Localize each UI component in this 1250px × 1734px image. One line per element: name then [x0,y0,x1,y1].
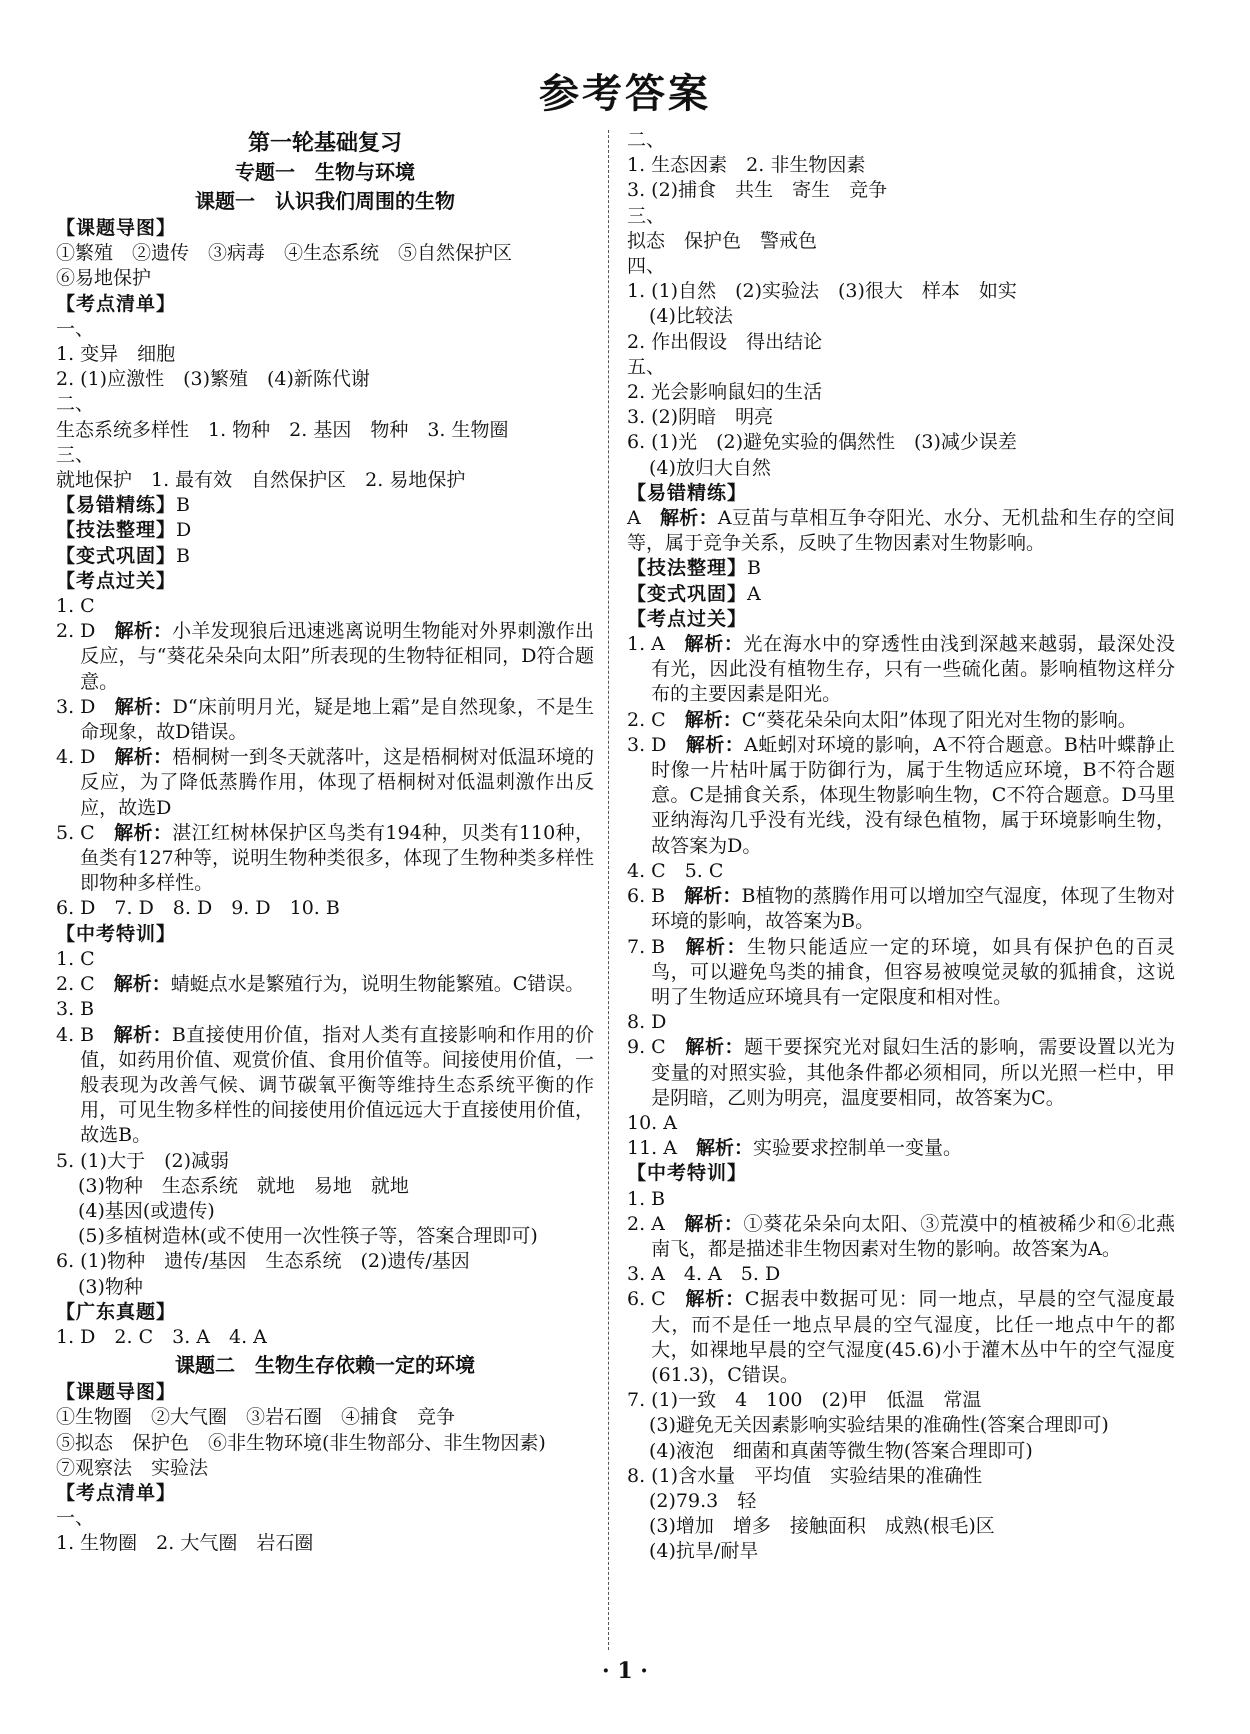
answer-body [80,745,594,821]
answer-line: 1. D 2. C 3. A 4. A [56,1325,267,1348]
answer-number: 4. [56,1023,81,1046]
answer-body [80,619,594,695]
analysis-label: 解析： [684,935,747,958]
section-tag: 【变式巩固】 [627,582,748,605]
answer-line: 1. B [627,1187,666,1210]
analysis-label: 解析： [114,695,173,718]
answer-choice: D [80,620,96,643]
answer-number: 11. [627,1137,664,1160]
answer-item [627,1136,1175,1161]
answer-line: 2. (1)应激性 (3)繁殖 (4)新陈代谢 [56,368,370,391]
answer-line: 就地保护 1. 最有效 自然保护区 2. 易地保护 [56,469,466,492]
answer-choice: A [651,1212,665,1235]
answer-item [627,632,1175,708]
section-tag: 【考点过关】 [627,607,748,630]
page-title: 参考答案 [539,70,711,117]
answer-line: 1. 生态因素 2. 非生物因素 [627,154,866,177]
answer-choice: B [80,1023,95,1046]
answer-body [651,1035,1175,1111]
answer-item [56,619,594,695]
answer-value: B [747,557,761,580]
answer-number: 7. [627,935,652,958]
answer-line: 8. (1)含水量 平均值 实验结果的准确性 [627,1464,983,1487]
answer-line: (4)液泡 细菌和真菌等微生物(答案合理即可) [649,1439,1033,1462]
analysis-label: 解析： [684,708,742,731]
answer-choice: C [80,973,95,996]
answer-line: 三、 [627,204,666,227]
answer-number: 2. [56,620,81,643]
answer-line: ⑤拟态 保护色 ⑥非生物环境(非生物部分、非生物因素) [56,1431,546,1454]
answer-line: (3)物种 [78,1275,143,1298]
analysis-label: 解析： [696,1137,754,1160]
page-number: · 1 · [602,1658,648,1684]
answer-number: 2. [627,708,652,731]
answer-line: 3. (2)阴暗 明亮 [627,406,774,429]
analysis-text: A蚯蚓对环境的影响，A不符合题意。B枯叶蝶静止时像一片枯叶属于防御行为，属于生物适应环境，B不符合题意。C是捕食关系，体现生物影响生物，C不符合题意。D马里亚纳海沟几乎没有光线，没有绿色植物，属于环境影响生物，故答案为D。 [651,733,1175,857]
answer-line: 拟态 保护色 警戒色 [627,229,818,252]
answer-body [651,1212,1175,1262]
answer-choice: D [80,746,96,769]
section-tag: 【广东真题】 [56,1300,177,1323]
answer-item [627,1212,1175,1262]
answer-number: 3. [627,733,652,756]
lesson-heading: 课题二 生物生存依赖一定的环境 [175,1353,475,1378]
section-tag: 【中考特训】 [627,1162,748,1185]
analysis-text: B植物的蒸腾作用可以增加空气湿度，体现了生物对环境的影响，故答案为B。 [651,885,1175,933]
tagged-answer [56,493,594,518]
analysis-label: 解析： [683,633,744,656]
answer-line: (5)多植树造林(或不使用一次性筷子等，答案合理即可) [78,1225,538,1248]
answer-item [56,821,594,897]
answer-line: 5. (1)大于 (2)减弱 [56,1149,229,1172]
answer-line: (2)79.3 轻 [649,1489,757,1512]
answer-number: 2. [627,1212,652,1235]
section-tag: 【课题导图】 [56,1381,177,1404]
answer-line: 一、 [56,1507,95,1530]
answer-item [627,733,1175,859]
analysis-label: 解析： [114,746,173,769]
answer-number: 9. [627,1036,652,1059]
answer-line: (3)避免无关因素影响实验结果的准确性(答案合理即可) [649,1414,1109,1437]
section-tag: 【课题导图】 [56,217,177,239]
right-answer-list [627,128,1175,1565]
answer-item [56,745,594,821]
answer-choice: A [651,633,665,656]
answer-line: 4. C 5. C [627,859,724,882]
answer-number: 2. [56,973,81,996]
answer-value: B [176,544,190,567]
answer-body [651,733,1175,859]
answer-value: B [176,494,190,517]
answer-body [80,1023,594,1149]
analysis-text: 光在海水中的穿透性由浅到深越来越弱，最深处没有光，因此没有植物生存，只有一些硫化菌。影响植物这样分布的主要因素是阳光。 [651,633,1175,706]
section-tag: 【考点清单】 [56,1481,177,1504]
answer-line: ⑦观察法 实验法 [56,1456,209,1479]
answer-body [651,935,1175,1011]
answer-number: 6. [627,1288,652,1311]
tagged-answer [627,556,1175,581]
answer-item [627,708,1175,733]
answer-line: 7. (1)一致 4 100 (2)甲 低温 常温 [627,1389,982,1412]
answer-item [627,884,1175,934]
answer-body [80,821,594,897]
answer-line: (4)基因(或遗传) [78,1199,215,1222]
tagged-answer [56,518,594,543]
answer-line: 1. (1)自然 (2)实验法 (3)很大 样本 如实 [627,280,1017,303]
analysis-text: C“葵花朵朵向太阳”体现了阳光对生物的影响。 [741,708,1137,731]
answer-body [651,708,1175,733]
answer-choice: B [651,885,666,908]
analysis-text: 蜻蜓点水是繁殖行为，说明生物能繁殖。C错误。 [170,973,585,996]
answer-line: 3. (2)捕食 共生 寄生 竞争 [627,179,888,202]
answer-body [651,884,1175,934]
tagged-answer [56,544,594,569]
analysis-text: 生物只能适应一定的环境，如具有保护色的百灵鸟，可以避免鸟类的捕食，但容易被嗅觉灵敏的狐捕食，这说明了生物适应环境具有一定限度和相对性。 [651,935,1175,1008]
analysis-label: 解析： [684,885,742,908]
answer-line: ①繁殖 ②遗传 ③病毒 ④生态系统 ⑤自然保护区 [56,242,513,265]
answer-item [56,972,594,997]
answer-line: 3. A 4. A 5. D [627,1263,781,1286]
answer-choice: A [627,507,641,530]
answer-choice: C [651,1288,666,1311]
answer-line: 6. D 7. D 8. D 9. D 10. B [56,897,340,920]
section-tag: 【技法整理】 [627,557,748,580]
answer-line: 二、 [56,393,95,416]
column-divider [608,130,609,1650]
answer-number: 1. [627,633,652,656]
analysis-text: A豆苗与草相互争夺阳光、水分、无机盐和生存的空间等，属于竞争关系，反映了生物因素对生物影响。 [627,507,1175,555]
section-tag: 【易错精练】 [627,481,748,504]
answer-choice: D [80,695,96,718]
answer-number: 3. [56,695,81,718]
analysis-label: 解析： [659,507,718,530]
answer-body [651,632,1175,708]
answer-line: (3)增加 增多 接触面积 成熟(根毛)区 [649,1515,995,1538]
answer-line: 四、 [627,255,666,278]
answer-body [627,506,1175,556]
answer-choice: C [651,708,666,731]
analysis-text: D“床前明月光，疑是地上霜”是自然现象，不是生命现象，故D错误。 [80,695,594,744]
analysis-text: ①葵花朵朵向太阳、③荒漠中的植被稀少和⑥北燕南飞，都是描述非生物因素对生物的影响。故答案为A。 [651,1212,1175,1260]
answer-item [627,1035,1175,1111]
left-answer-list [56,216,594,1557]
answer-line: 2. 光会影响鼠妇的生活 [627,381,823,404]
topic-heading: 专题一 生物与环境 [235,160,415,184]
answer-line: (4)比较法 [649,305,733,328]
answer-body [651,1287,1175,1388]
answer-body [80,972,594,997]
answer-value: A [747,582,761,605]
answer-line: 1. C [56,947,95,970]
analysis-text: C据表中数据可见：同一地点，早晨的空气湿度最大，而不是任一地点早晨的空气湿度，比任一地点中午的都大，如裸地早晨的空气湿度(45.6)小于灌木丛中午的空气湿度(61.3)，C错误。 [651,1288,1175,1386]
tagged-answer [627,582,1175,607]
analysis-text: 湛江红树林保护区鸟类有194种，贝类有110种，鱼类有127种等，说明生物种类很多，体现了生物种类多样性即物种多样性。 [80,821,594,895]
answer-line: 6. (1)光 (2)避免实验的偶然性 (3)减少误差 [627,431,1017,454]
analysis-label: 解析： [684,1036,745,1059]
answer-item [627,506,1175,556]
answer-line: 1. 生物圈 2. 大气圈 岩石圈 [56,1532,314,1555]
answer-line: (3)物种 生态系统 就地 易地 就地 [78,1174,409,1197]
answer-item [56,1023,594,1149]
answer-line: 3. B [56,998,95,1021]
analysis-text: 梧桐树一到冬天就落叶，这是梧桐树对低温环境的反应，为了降低蒸腾作用，体现了梧桐树对低温刺激作出反应，故选D [80,746,594,819]
answer-line: 1. C [56,595,95,618]
section-tag: 【易错精练】 [56,494,177,517]
analysis-text: 实验要求控制单一变量。 [753,1137,963,1160]
analysis-label: 解析： [683,1212,744,1235]
answer-choice: C [651,1036,666,1059]
analysis-label: 解析： [685,733,745,756]
section-tag: 【技法整理】 [56,519,177,542]
answer-choice: A [663,1137,677,1160]
answer-item [627,1287,1175,1388]
answer-choice: B [651,935,666,958]
analysis-label: 解析： [113,973,171,996]
answer-line: 8. D [627,1011,667,1034]
answer-line: ①生物圈 ②大气圈 ③岩石圈 ④捕食 竞争 [56,1406,456,1429]
analysis-text: B直接使用价值，指对人类有直接影响和作用的价值，如药用价值、观赏价值、食用价值等。间接使用价值，一般表现为改善气候、调节碳氧平衡等维持生态系统平衡的作用，可见生物多样性的间接使用价值远远大于直接使用价值，故选B。 [80,1023,594,1147]
answer-line: 一、 [56,317,95,340]
answer-line: 6. (1)物种 遗传/基因 生态系统 (2)遗传/基因 [56,1250,470,1273]
section-tag: 【考点过关】 [56,569,177,592]
answer-line: 2. 作出假设 得出结论 [627,330,823,353]
answer-line: 三、 [56,443,95,466]
answer-line: (4)抗旱/耐旱 [649,1540,759,1563]
section-tag: 【变式巩固】 [56,544,177,567]
section-tag: 【中考特训】 [56,922,177,945]
left-column [56,128,594,1557]
answer-line: 二、 [627,129,666,151]
analysis-label: 解析： [114,620,173,643]
answer-value: D [176,519,192,542]
answer-item [627,935,1175,1011]
answer-line: 10. A [627,1111,677,1134]
answer-line: ⑥易地保护 [56,267,152,290]
lesson-heading: 课题一 认识我们周围的生物 [195,189,455,213]
section-tag: 【考点清单】 [56,292,177,315]
answer-body [80,695,594,745]
analysis-text: 题干要探究光对鼠妇生活的影响，需要设置以光为变量的对照实验，其他条件都必须相同，所以光照一栏中，甲是阴暗，乙则为明亮，温度要相同，故答案为C。 [651,1036,1175,1109]
answer-body [663,1136,1175,1161]
answer-item [56,695,594,745]
analysis-label: 解析： [113,1023,172,1046]
answer-line: (4)放归大自然 [649,456,771,479]
analysis-label: 解析： [113,821,173,844]
answer-number: 4. [56,746,81,769]
answer-choice: C [80,821,95,844]
answer-choice: D [651,733,667,756]
answer-number: 5. [56,821,81,844]
answer-line: 五、 [627,355,666,378]
answer-line: 生态系统多样性 1. 物种 2. 基因 物种 3. 生物圈 [56,418,509,441]
section-heading: 第一轮基础复习 [247,130,402,156]
answer-number: 6. [627,885,652,908]
answer-line: 1. 变异 细胞 [56,343,176,366]
analysis-text: 小羊发现狼后迅速逃离说明生物能对外界刺激作出反应，与“葵花朵朵向太阳”所表现的生物特征相同，D符合题意。 [80,620,594,693]
right-column [627,128,1175,1565]
analysis-label: 解析： [684,1288,745,1311]
